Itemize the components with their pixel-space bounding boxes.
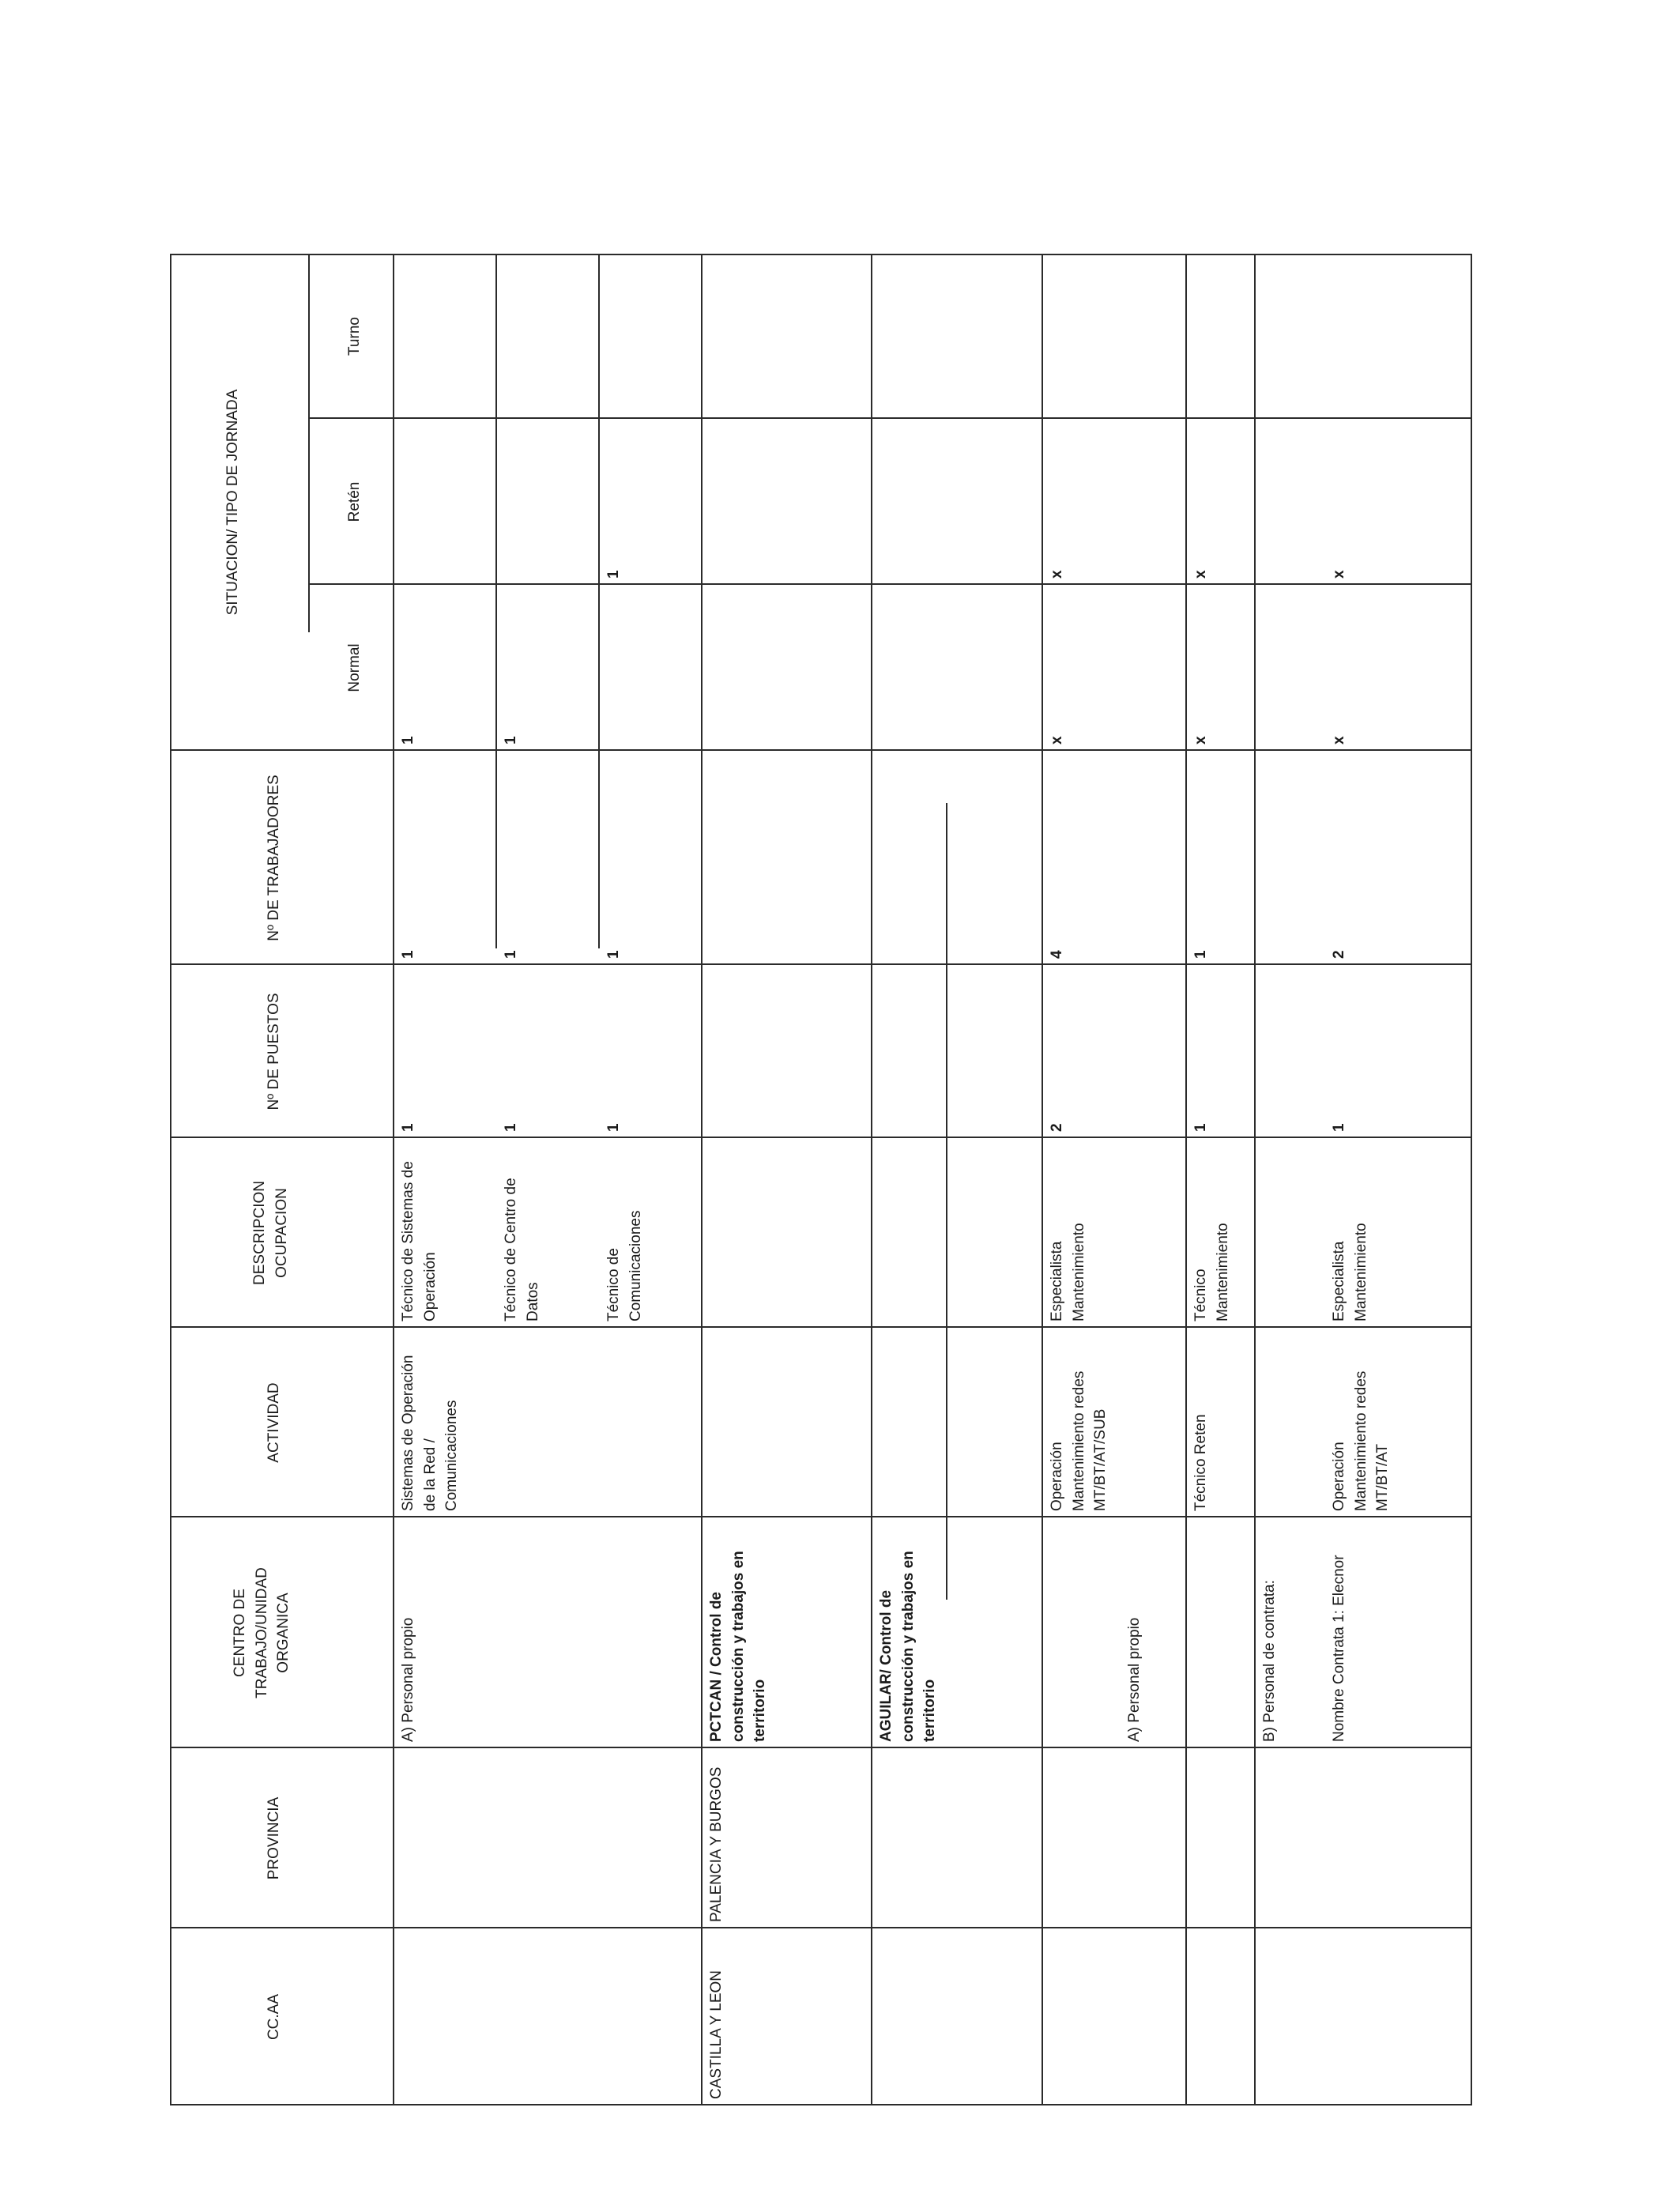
row-line (871, 254, 872, 2105)
actividad-tecnico-reten: Técnico Reten (1192, 1414, 1209, 1511)
header-centro: CENTRO DE TRABAJO/UNIDAD ORGANICA (232, 1567, 292, 1698)
provincia-value: PALENCIA Y BURGOS (708, 1766, 725, 1922)
descripcion-comunicaciones: Técnico de Comunicaciones (605, 1210, 644, 1321)
header-turno: Turno (346, 317, 363, 356)
column-line (170, 1927, 1472, 1928)
row-line (701, 254, 703, 2105)
table-border-left (170, 2104, 1472, 2105)
reten-especialista: x (1049, 570, 1065, 579)
row-line (1042, 254, 1043, 1107)
unit-pctcan: PCTCAN / Control de construcción y trabajos en territorio (708, 1551, 769, 1742)
header-puestos: Nº DE PUESTOS (266, 993, 282, 1110)
table-border-bottom (1471, 254, 1472, 2105)
sub-row-line (598, 254, 600, 948)
column-line (170, 1326, 1472, 1328)
sub-row-line (495, 254, 497, 948)
unit-aguilar: AGUILAR/ Control de construcción y trabajos en territorio (878, 1551, 939, 1742)
trabajadores-tecnico: 1 (1192, 950, 1209, 959)
trabajadores-centro-datos: 1 (503, 950, 519, 959)
normal-tecnico: x (1192, 736, 1209, 745)
puestos-comunicaciones: 1 (605, 1123, 622, 1132)
header-reten: Retén (346, 481, 363, 522)
column-line (308, 417, 1472, 419)
header-situacion: SITUACION/ TIPO DE JORNADA (224, 389, 241, 616)
trabajadores-especialista: 4 (1049, 950, 1065, 959)
rotated-page (0, 95, 1680, 2194)
descripcion-sistemas: Técnico de Sistemas de Operación (400, 1161, 439, 1321)
header-ccaa: CC.AA (266, 1993, 282, 2041)
reten-comunicaciones: 1 (605, 570, 622, 579)
header-descripcion: DESCRIPCION OCUPACION (251, 1181, 290, 1285)
reten-tecnico: x (1192, 570, 1209, 579)
descripcion-especialista: Especialista Mantenimiento (1049, 1223, 1087, 1321)
puestos-especialista: 2 (1049, 1123, 1065, 1132)
sub-row-line (946, 803, 947, 1600)
puestos-sistemas: 1 (400, 1123, 416, 1132)
personal-contrata-label: B) Personal de contrata: (1261, 1580, 1278, 1742)
descripcion-tecnico: Técnico Mantenimiento (1192, 1223, 1231, 1321)
descripcion-centro-datos: Técnico de Centro de Datos (503, 1178, 541, 1321)
sub-row-line (1254, 254, 1256, 1290)
header-provincia: PROVINCIA (266, 1796, 282, 1880)
staffing-table (170, 254, 1472, 2105)
descripcion-contrata: Especialista Mantenimiento (1331, 1223, 1369, 1321)
reten-contrata: x (1331, 570, 1347, 579)
actividad-contrata: Operación Mantenimiento redes MT/BT/AT (1331, 1370, 1392, 1511)
header-actividad: ACTIVIDAD (266, 1382, 282, 1463)
puestos-centro-datos: 1 (503, 1123, 519, 1132)
header-trabajadores: Nº DE TRABAJADORES (266, 775, 282, 941)
normal-especialista: x (1049, 736, 1065, 745)
ccaa-value: CASTILLA Y LEON (708, 1970, 725, 2099)
trabajadores-comunicaciones: 1 (605, 950, 622, 959)
normal-centro-datos: 1 (503, 736, 519, 745)
header-bottom-line (393, 254, 394, 2105)
trabajadores-sistemas: 1 (400, 950, 416, 959)
trabajadores-contrata: 2 (1331, 950, 1347, 959)
normal-contrata: x (1331, 736, 1347, 745)
column-line (170, 1747, 1472, 1748)
contrata-nombre: Nombre Contrata 1: Elecnor (1331, 1555, 1347, 1742)
centro-personal-propio: A) Personal propio (400, 1617, 416, 1742)
normal-sistemas: 1 (400, 736, 416, 745)
puestos-tecnico: 1 (1192, 1123, 1209, 1132)
actividad-operacion: Operación Mantenimiento redes MT/BT/AT/SUB (1049, 1370, 1109, 1511)
table-border-top (170, 254, 171, 2105)
row-line (1185, 254, 1187, 2105)
column-line (308, 583, 1472, 585)
column-line (170, 1137, 1472, 1138)
puestos-contrata: 1 (1331, 1123, 1347, 1132)
header-sub-line (308, 254, 310, 632)
column-line (170, 963, 1472, 965)
centro-personal-propio-2: A) Personal propio (1126, 1617, 1143, 1742)
header-normal: Normal (346, 643, 363, 692)
actividad-sistemas: Sistemas de Operación de la Red / Comunicaciones (400, 1355, 461, 1511)
